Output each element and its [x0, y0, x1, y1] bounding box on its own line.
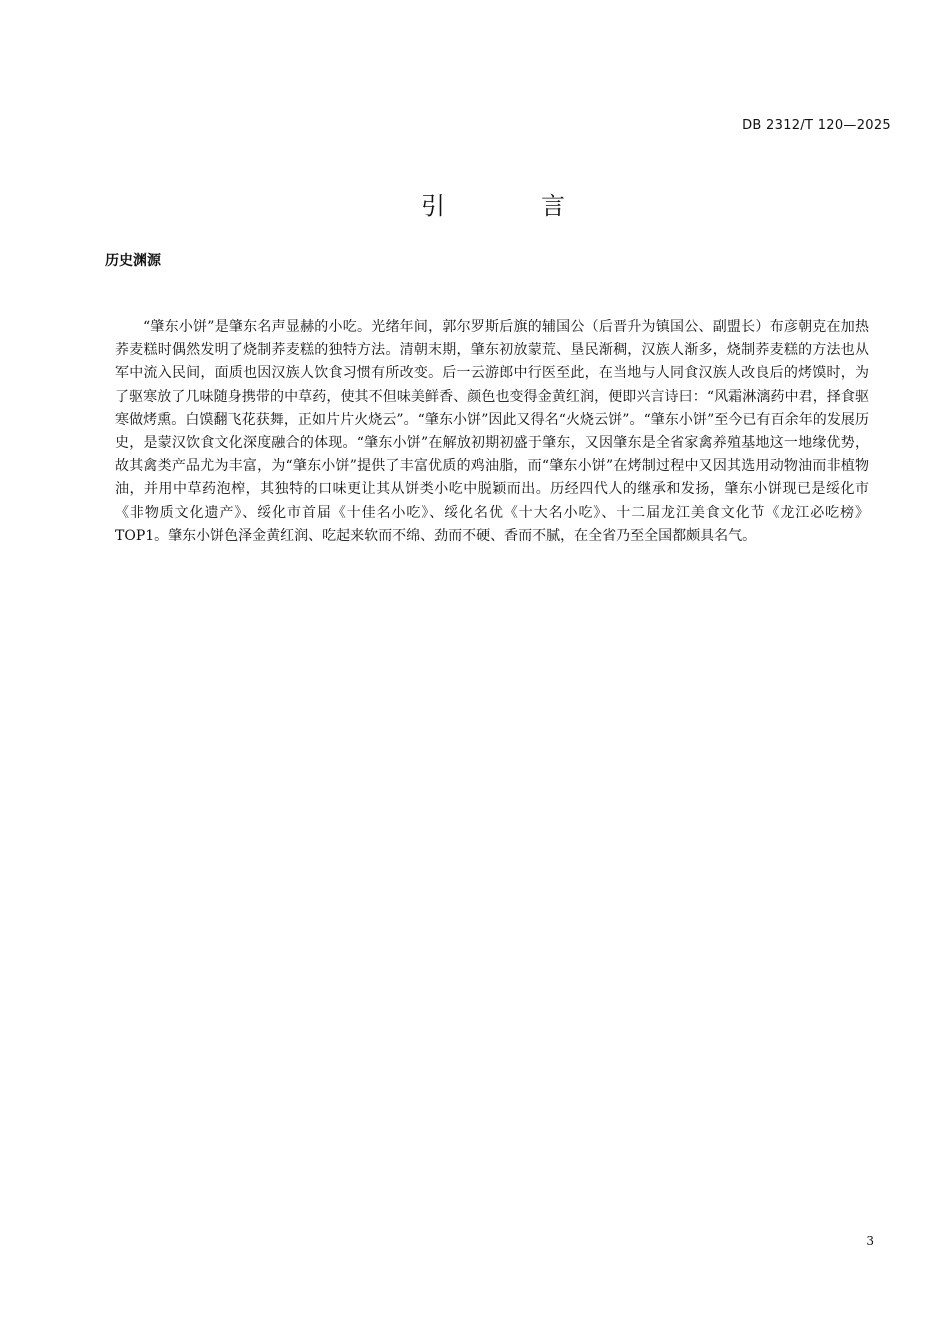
- body-paragraph: “肇东小饼”是肇东名声显赫的小吃。光绪年间，郭尔罗斯后旗的辅国公（后晋升为镇国公、副盟长）布彦朝克在加热荞麦糕时偶然发明了烧制荞麦糕的独特方法。清朝末期，肇东初放蒙荒、垦民渐稠，汉族人渐多，烧制荞麦糕的方法也从军中流入民间，面质也因汉族人饮食习惯有所改变。后一云游郎中行医至此，在当地与人同食汉族人改良后的烤馍时，为了驱寒放了几味随身携带的中草药，使其不但味美鲜香、颜色也变得金黄红润，便即兴言诗曰：“风霜淋漓药中君，择食驱寒做烤熏。白馍翻飞花获舞，正如片片火烧云”。“肇东小饼”因此又得名“火烧云饼”。“肇东小饼”至今已有百余年的发展历史，是蒙汉饮食文化深度融合的体现。“肇东小饼”在解放初期初盛于肇东，又因肇东是全省家禽养殖基地这一地缘优势，故其禽类产品尤为丰富，为“肇东小饼”提供了丰富优质的鸡油脂，而“肇东小饼”在烤制过程中又因其选用动物油而非植物油，并用中草药泡榨，其独特的口味更让其从饼类小吃中脱颖而出。历经四代人的继承和发扬，肇东小饼现已是绥化市《非物质文化遗产》、绥化市首届《十佳名小吃》、绥化名优《十大名小吃》、十二届龙江美食文化节《龙江必吃榜》TOP1。肇东小饼色泽金黄红润、吃起来软而不绵、劲而不硬、香而不腻，在全省乃至全国都颇具名气。: [115, 319, 869, 544]
- document-code: DB 2312/T 120—2025: [742, 118, 891, 133]
- section-heading: 历史渊源: [105, 253, 161, 269]
- page-number: 3: [866, 1234, 874, 1248]
- page-title: 引 言: [421, 192, 601, 220]
